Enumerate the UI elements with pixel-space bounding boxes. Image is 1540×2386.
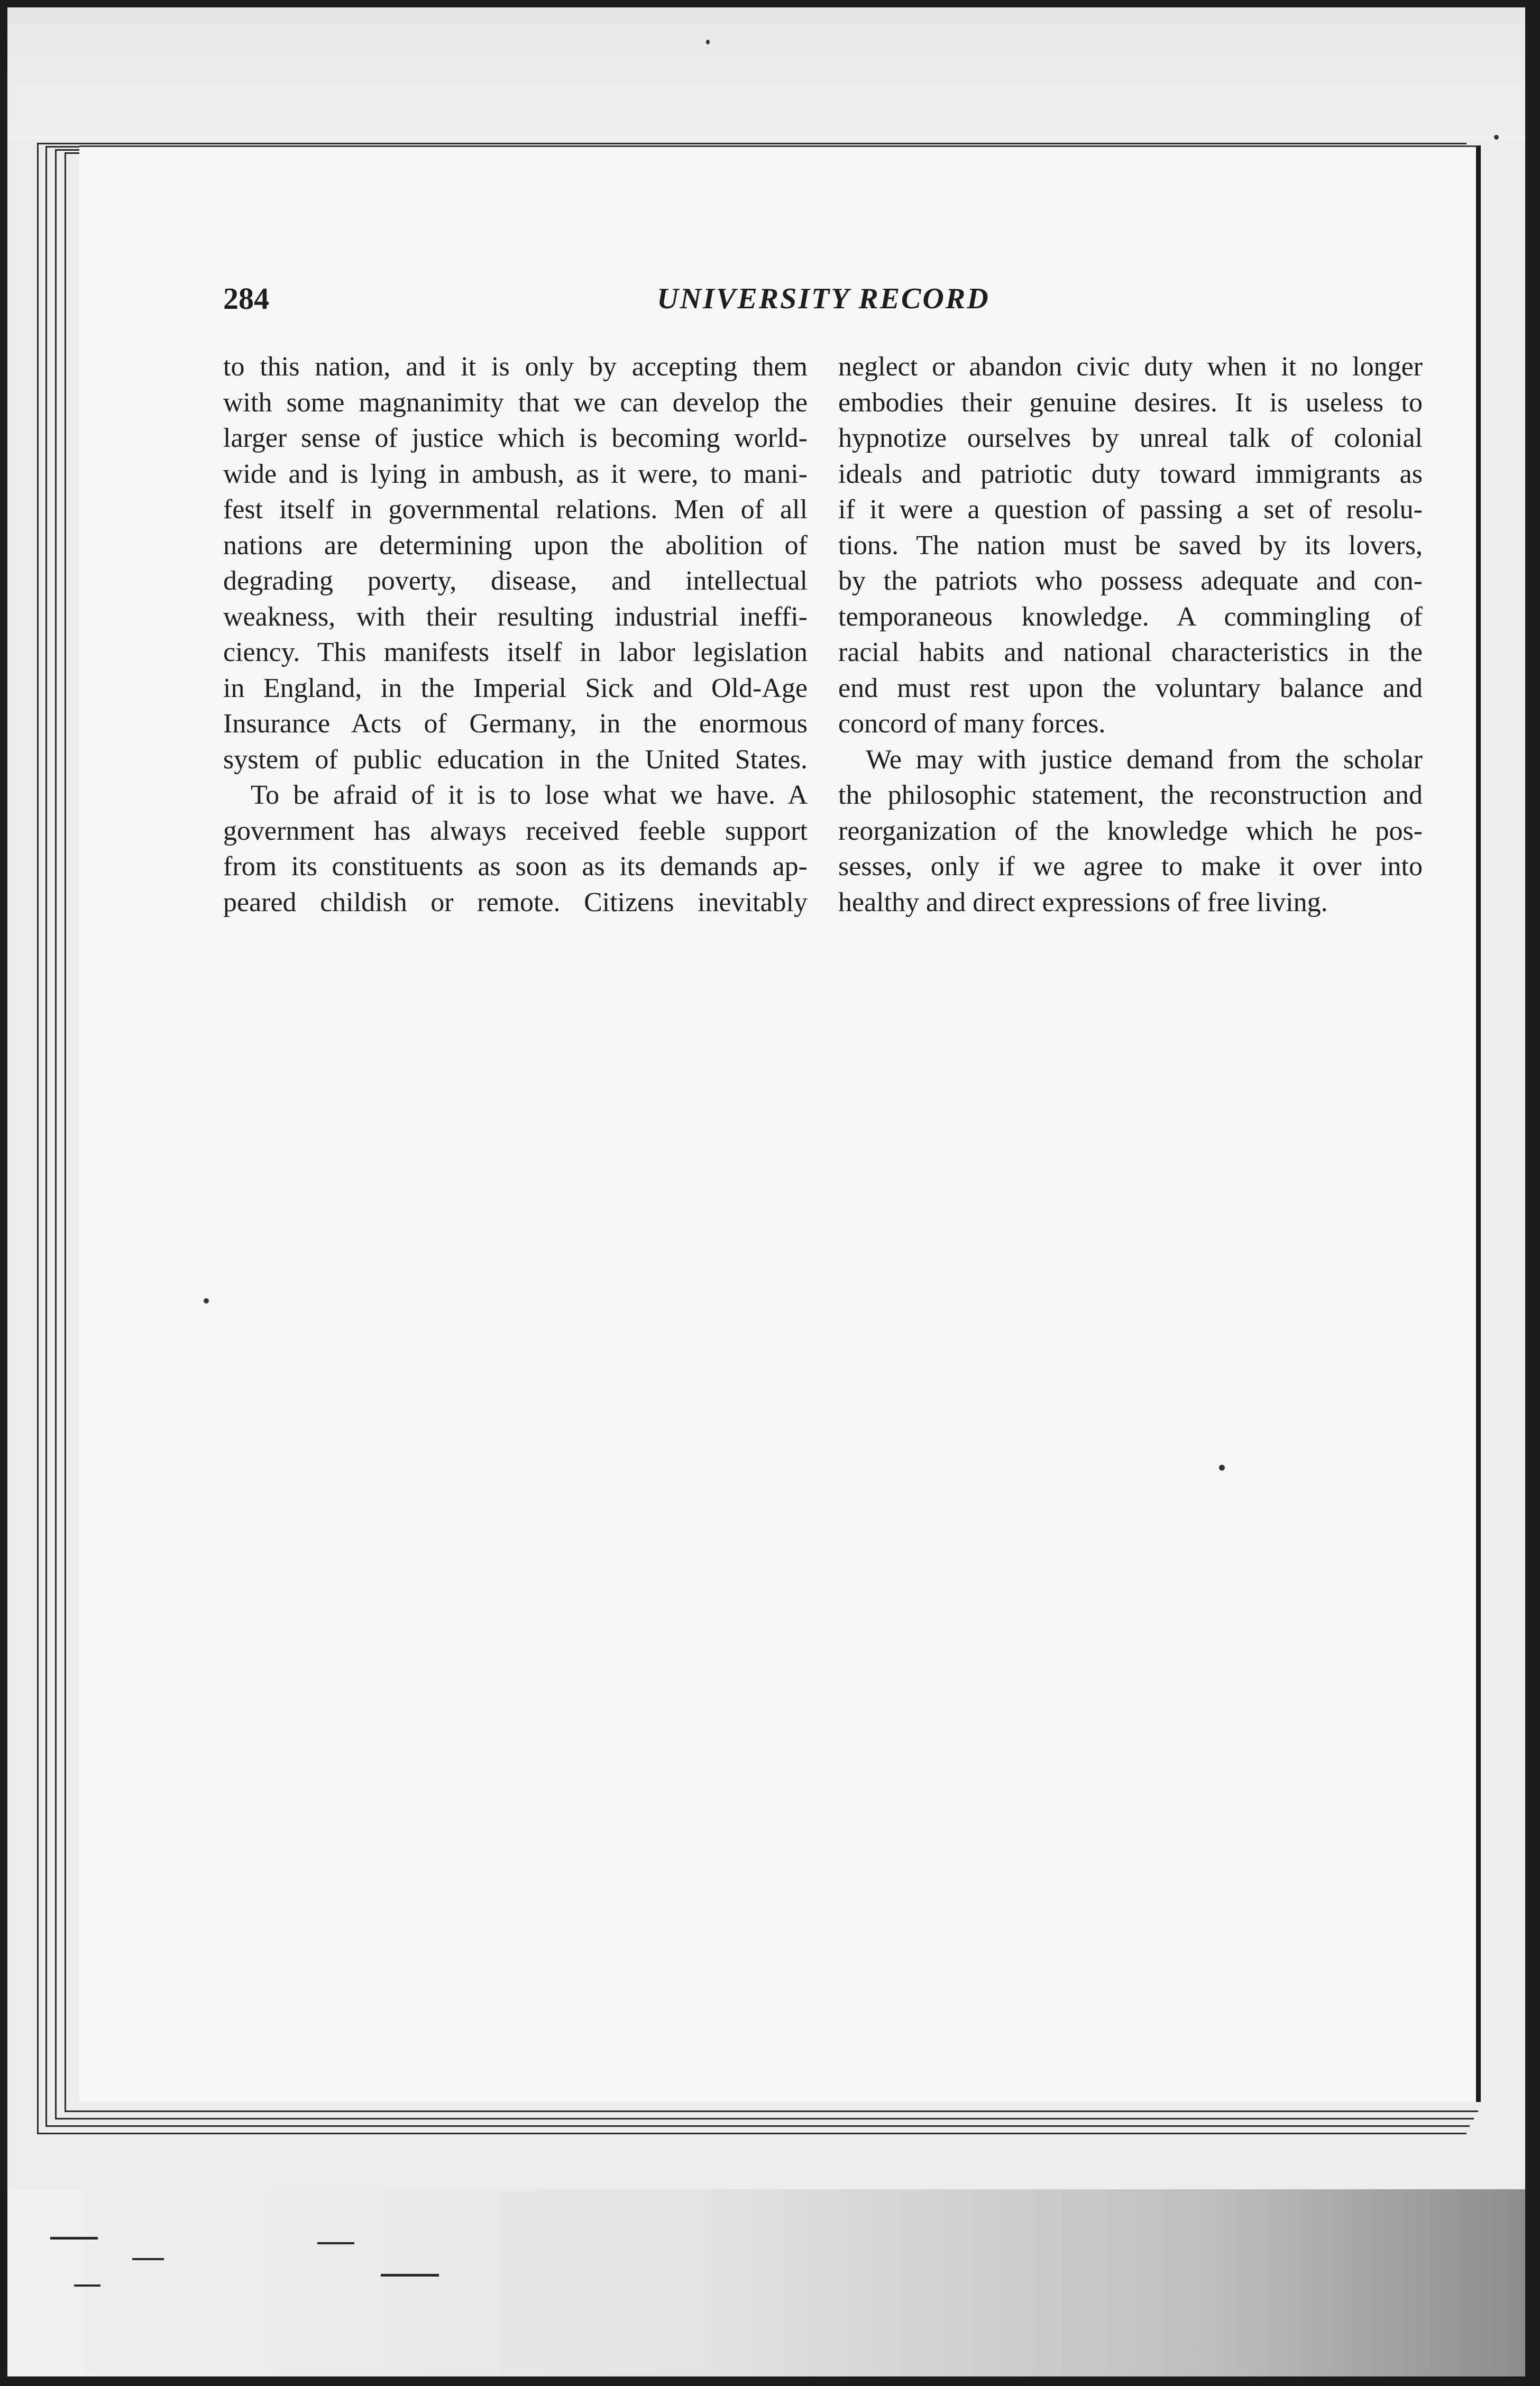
text-line: with some magnanimity that we can develop the <box>223 387 808 418</box>
text-line: healthy and direct expressions of free living. <box>838 887 1328 917</box>
scan-artifact <box>132 2258 164 2260</box>
scan-artifact <box>50 2237 98 2240</box>
scan-artifact <box>706 40 710 44</box>
text-line: larger sense of justice which is becoming world- <box>223 423 808 453</box>
text-line: To be afraid of it is to lose what we have. A <box>251 780 808 810</box>
text-line: tions. The nation must be saved by its lovers, <box>838 530 1423 561</box>
paragraph <box>223 349 808 777</box>
text-line: neglect or abandon civic duty when it no longer <box>838 352 1423 382</box>
text-line: degrading poverty, disease, and intellectual <box>223 566 808 596</box>
text-line: We may with justice demand from the scholar <box>866 744 1423 775</box>
left-text-column <box>223 349 808 920</box>
text-line: in England, in the Imperial Sick and Old-Age <box>223 673 808 703</box>
text-line: wide and is lying in ambush, as it were, to mani- <box>223 458 808 489</box>
scan-bottom-margin <box>7 2189 1525 2376</box>
text-line: sesses, only if we agree to make it over into <box>838 851 1423 882</box>
text-line: reorganization of the knowledge which he pos- <box>838 815 1423 846</box>
scan-top-margin <box>7 7 1525 140</box>
scan-artifact <box>1219 1465 1225 1471</box>
text-line: fest itself in governmental relations. Men of all <box>223 494 808 525</box>
paragraph <box>838 349 1423 742</box>
text-line: concord of many forces. <box>838 709 1106 739</box>
text-line: hypnotize ourselves by unreal talk of colonial <box>838 423 1423 453</box>
text-line: peared childish or remote. Citizens inevitably <box>223 887 808 917</box>
right-text-column <box>838 349 1423 920</box>
text-line: end must rest upon the voluntary balance and <box>838 673 1423 703</box>
text-line: system of public education in the United States. <box>223 744 808 775</box>
text-line: government has always received feeble support <box>223 815 808 846</box>
running-head: UNIVERSITY RECORD <box>657 282 990 315</box>
text-line: Insurance Acts of Germany, in the enormous <box>223 709 808 739</box>
text-line: racial habits and national characteristics in the <box>838 637 1423 667</box>
scan-artifact <box>74 2284 100 2287</box>
text-line: to this nation, and it is only by accepting them <box>223 352 808 382</box>
scan-artifact <box>317 2242 354 2244</box>
paragraph <box>838 742 1423 921</box>
text-line: if it were a question of passing a set of resolu- <box>838 494 1423 525</box>
page-header <box>223 280 1424 323</box>
text-line: nations are determining upon the abolition of <box>223 530 808 561</box>
text-line: ciency. This manifests itself in labor legislation <box>223 637 808 667</box>
text-line: embodies their genuine desires. It is useless to <box>838 387 1423 418</box>
text-line: weakness, with their resulting industrial ineffi- <box>223 601 808 632</box>
text-line: by the patriots who possess adequate and con- <box>838 566 1423 596</box>
scan-artifact <box>1494 135 1499 140</box>
paragraph <box>223 777 808 920</box>
scan-artifact <box>381 2274 439 2277</box>
scan-artifact <box>204 1298 209 1304</box>
text-line: ideals and patriotic duty toward immigrants as <box>838 458 1423 489</box>
text-line: temporaneous knowledge. A commingling of <box>838 601 1423 632</box>
text-line: the philosophic statement, the reconstruction and <box>838 780 1423 810</box>
page-number: 284 <box>223 281 269 316</box>
text-line: from its constituents as soon as its demands ap- <box>223 851 808 882</box>
